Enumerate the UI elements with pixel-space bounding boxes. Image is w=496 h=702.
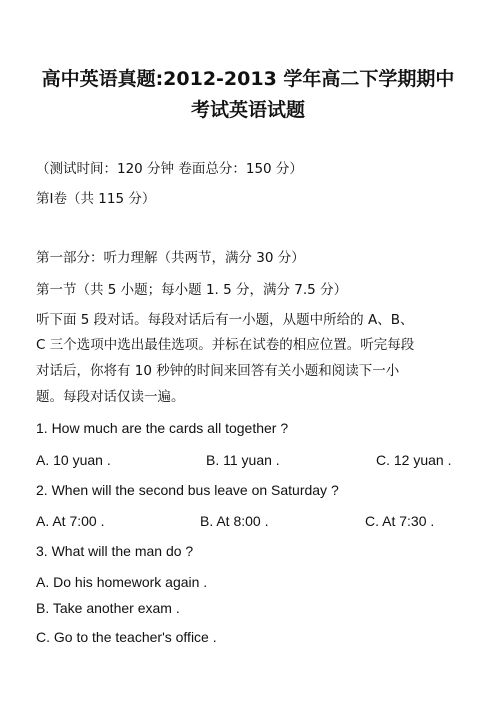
document-title-line-1: 高中英语真题:2012-2013 学年高二下学期期中 <box>41 68 455 90</box>
instruction-line: 对话后，你将有 10 秒钟的时间来回答有关小题和阅读下一小 <box>36 363 400 379</box>
question-stem: 1. How much are the cards all together ? <box>36 420 289 436</box>
option-c: C. 12 yuan . <box>376 452 452 468</box>
option-a: A. Do his homework again . <box>36 574 208 590</box>
exam-info: （测试时间：120 分钟 卷面总分：150 分） <box>36 161 303 177</box>
option-b: B. At 8:00 . <box>200 513 269 529</box>
instruction-line: C 三个选项中选出最佳选项。并标在试卷的相应位置。听完每段 <box>36 337 415 353</box>
option-c: C. At 7:30 . <box>365 513 435 529</box>
option-c: C. Go to the teacher's office . <box>36 629 217 645</box>
volume-heading: 第Ⅰ卷（共 115 分） <box>36 191 156 207</box>
instruction-line: 听下面 5 段对话。每段对话后有一小题，从题中所给的 A、B、 <box>36 312 414 328</box>
part-heading: 第一部分：听力理解（共两节，满分 30 分） <box>36 250 305 266</box>
question-stem: 3. What will the man do ? <box>36 543 194 559</box>
option-b: B. Take another exam . <box>36 600 180 616</box>
document-title-line-2: 考试英语试题 <box>190 99 305 121</box>
instruction-line: 题。每段对话仅读一遍。 <box>36 389 185 405</box>
question-stem: 2. When will the second bus leave on Saturday ? <box>36 482 339 498</box>
option-a: A. At 7:00 . <box>36 513 105 529</box>
option-a: A. 10 yuan . <box>36 452 111 468</box>
section-heading: 第一节（共 5 小题；每小题 1. 5 分，满分 7.5 分） <box>36 282 348 298</box>
option-b: B. 11 yuan . <box>206 452 280 468</box>
